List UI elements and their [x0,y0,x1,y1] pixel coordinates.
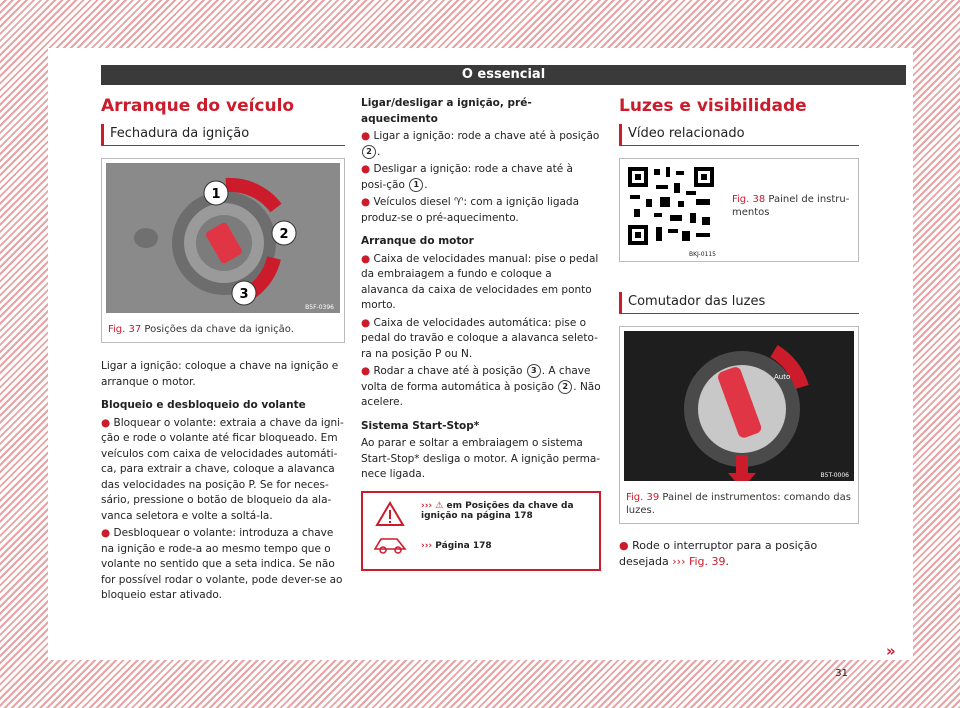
subhead: Ligar/desligar a ignição, pré-aquecimento [361,97,532,125]
subsection-title: Comutador das luzes [619,292,859,314]
auto-label: Auto [774,373,791,381]
marker-2: 2 [279,227,289,242]
subsection-title: Vídeo relacionado [619,124,859,146]
figure-link[interactable]: ››› Fig. 39 [672,554,726,568]
page [48,48,913,679]
list-item: ● Bloquear o volante: extraia a chave da igni-ção e rode o volante até ficar bloqueado. Em veículos com caixa de velocidades automáti-ca, para extrair a chave, coloque a alavanca das velocidades na posição P. Se for neces-sário, pressione o botão de bloqueio da ala-vanca seletora e volte a soltá-la. [101,416,344,522]
car-service-icon [373,533,407,555]
figure-code: B5T-0006 [820,472,849,479]
marker-3: 3 [239,287,249,302]
page-number: 31 [835,668,848,679]
column-2 [361,96,601,571]
continue-marker: » [886,642,896,660]
section-heading: Luzes e visibilidade [619,96,807,116]
list-item: ● Veículos diesel ♈: com a ignição ligada produz-se o pré-aquecimento. [361,196,580,224]
list-item: ● Desligar a ignição: rode a chave até à posi-ção 1 . [361,163,573,191]
subsection-title: Fechadura da ignição [101,124,345,146]
column-3 [619,96,859,571]
qr-code-icon [626,165,716,247]
paragraph: Ao parar e soltar a embraiagem o sistema Start-Stop* desliga o motor. A ignição perma-nece ligada. [361,437,601,480]
section-heading: Arranque do veículo [101,96,295,116]
figure-caption: Fig. 38 Painel de instru-mentos [732,194,850,218]
ignition-illustration [106,163,340,313]
list-item: ● Ligar a ignição: rode a chave até à posição 2 . [361,130,600,158]
paragraph: Ligar a ignição: coloque a chave na ignição e arranque o motor. [101,360,339,388]
page-link[interactable]: ››› Página 178 [421,540,492,551]
subhead: Bloqueio e desbloqueio do volante [101,399,306,411]
warning-link[interactable]: ››› ⚠ em Posições da chave da ignição na página 178 [421,500,574,521]
light-switch-illustration [624,331,854,481]
warning-triangle-icon [375,501,405,527]
marker-1: 1 [211,187,221,202]
figure-38 [619,158,859,262]
list-item: ● Rode o interruptor para a posição desejada ››› Fig. 39. [619,539,818,568]
qr-code[interactable]: BKJ-0115 [626,165,716,257]
list-item: ● Caixa de velocidades automática: pise o pedal do travão e coloque a alavanca seleto-ra na posição P ou N. [361,316,598,360]
figure-39 [619,326,859,524]
column-1 [101,96,345,606]
list-item: ● Desbloquear o volante: introduza a chave na ignição e rode-a ao mesmo tempo que o volante no sentido que a seta indica. Se não for possível rodar o volante, pode dever-se ao bloqueio estar ativado. [101,527,343,601]
figure-caption: Fig. 39 Painel de instrumentos: comando das luzes. [626,492,851,516]
subhead: Arranque do motor [361,235,474,247]
chapter-header: O essencial [101,65,906,85]
figure-37 [101,158,345,343]
warning-box [361,491,601,571]
figure-code: B5F-0396 [305,304,334,311]
list-item: ● Caixa de velocidades manual: pise o pedal da embraiagem a fundo e coloque a alavanca da caixa de velocidades em ponto morto. [361,252,599,311]
subhead: Sistema Start-Stop* [361,419,480,432]
figure-caption: Fig. 37 Posições da chave da ignição. [108,324,294,335]
list-item: ● Rodar a chave até à posição 3 . A chave volta de forma automática à posição 2 . Não acelere. [361,365,601,408]
